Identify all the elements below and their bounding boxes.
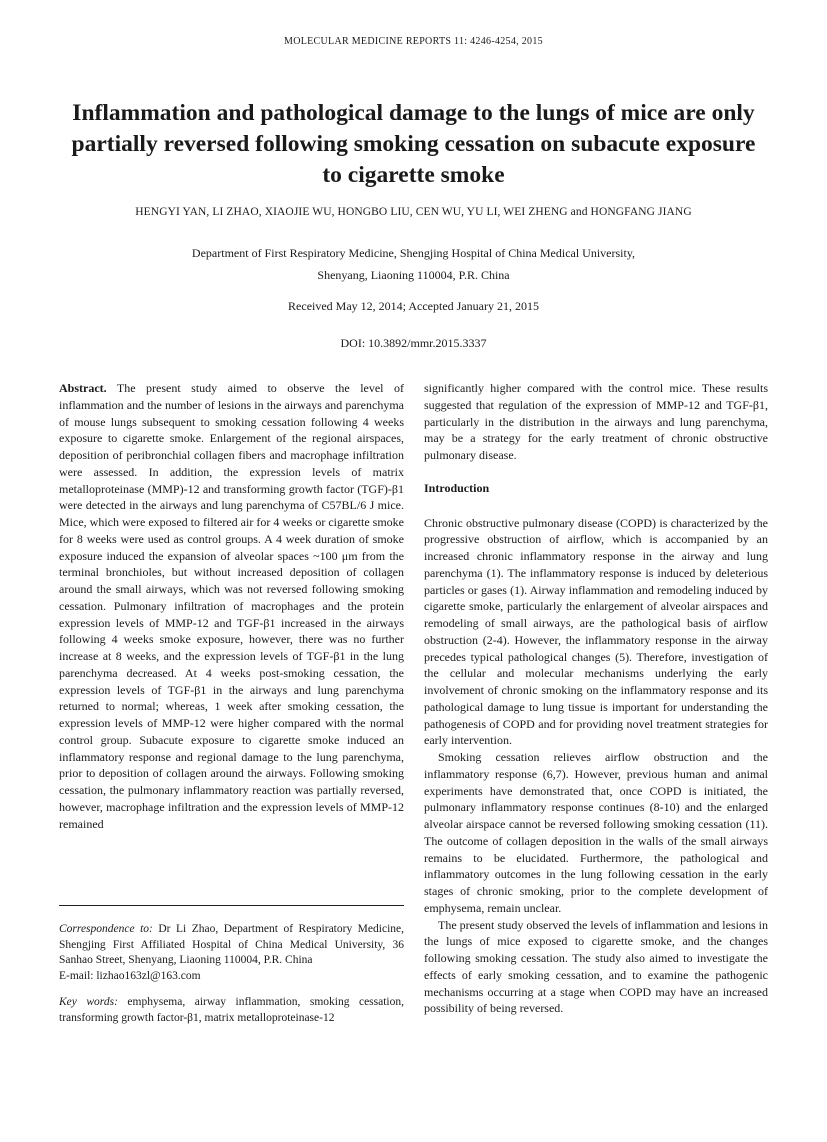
abstract <box>59 380 404 832</box>
affiliation <box>60 242 767 286</box>
received-accepted-dates: Received May 12, 2014; Accepted January 21, 2015 <box>288 299 539 313</box>
keywords <box>59 995 404 1026</box>
abstract-continuation: significantly higher compared with the control mice. These results suggested that regulation of the expression of MMP-12 and TGF-β1, particularly in the distribution in the airways and lung parenchyma, may be a strategy for the early treatment of chronic obstructive pulmonary disease. <box>424 381 768 462</box>
intro-paragraph: Chronic obstructive pulmonary disease (COPD) is characterized by the progressive obstruction of airflow, which is accompanied by an increased chronic inflammatory response in the airway and lung parenchyma (1). The inflammatory response is induced by deleterious particles or gases (1). Airway inflammation and remodeling induced by cigarette smoke, particularly the enlargement of alveolar airspaces and remodeling of small airways, are the pathological basis of airflow obstruction (2-4). However, the inflammatory response in the airway precedes typical pathological changes (5). Therefore, investigation of the cellular and molecular mechanisms underlying the early involvement of chronic smoking on the inflammatory response and its pathological damage to lung tissue is important for understanding the pathogenesis of COPD and for providing novel treatment strategies for early intervention. <box>424 515 768 748</box>
affiliation-line: Shenyang, Liaoning 110004, P.R. China <box>317 268 510 282</box>
keywords-text: emphysema, airway inflammation, smoking cessation, transforming growth factor-β1, matrix metalloproteinase-12 <box>59 996 405 1024</box>
correspondence-text: Dr Li Zhao, Department of Respiratory Medicine, Shengjing First Affiliated Hospital of China Medical University, 36 Sanhao Street, Shenyang, Liaoning 110004, P.R. China <box>59 923 404 966</box>
article-title: Inflammation and pathological damage to the lungs of mice are only partially reversed following smoking cessation on subacute exposure to cigarette smoke <box>71 100 756 188</box>
footnote-divider <box>59 905 404 906</box>
abstract-text: The present study aimed to observe the level of inflammation and the number of lesions in the airways and parenchyma of mouse lungs subsequent to smoking cessation following 4 weeks exposure to cigarette smoke. Enlargement of the regional airspaces, deposition of peribronchial collagen fibers and macrophage infiltration were assessed. In addition, the expression levels of matrix metalloproteinase (MMP)-12 and transforming growth factor (TGF)-β1 were detected in the airways and lung parenchyma of C57BL/6 J mice. Mice, which were exposed to filtered air for 4 weeks or cigarette smoke for 8 weeks were used as control groups. A 4 week duration of smoke exposure induced the expansion of alveolar spaces ~100 μm from the terminal bronchioles, but without increased deposition of collagen around the small airways, which was not reversed following smoking cessation. Pulmonary infiltration of macrophages and the protein expression levels of MMP-12 and TGF-β1 increased in the airways following 4 weeks smoke exposure, however, there was no further increase at 8 weeks, and the expression levels of TGF-β1 in the lung parenchyma decreased. At 4 weeks post-smoking cessation, the expression levels of TGF-β1 in the airways and lung parenchyma returned to normal; whereas, 1 week after smoking cessation, the expression levels of MMP-12 were higher compared with the normal control group. Subacute exposure to cigarette smoke induced an inflammatory response and regional damage to the lung parenchyma, prior to deposition of collagen around the airways. Following smoking cessation, the pulmonary inflammatory reaction was partially reversed, however, macrophage infiltration and the expression levels of MMP-12 remained <box>59 381 404 831</box>
intro-paragraph: Smoking cessation relieves airflow obstruction and the inflammatory response (6,7). However, previous human and animal experiments have demonstrated that, once COPD is initiated, the pulmonary inflammatory response continues (8-10) and the enlarged alveolar airspace cannot be reversed following smoking cessation (11). The outcome of collagen deposition in the walls of the small airways remains to be elucidated. Furthermore, the pathological and inflammatory outcomes in the lung following cessation in the early stages of chronic smoking, prior to the complete development of emphysema, remain unclear. <box>424 750 768 915</box>
right-column <box>424 380 768 1017</box>
doi: DOI: 10.3892/mmr.2015.3337 <box>340 336 487 350</box>
abstract-label: Abstract. <box>59 381 107 395</box>
author-list: HENGYI YAN, LI ZHAO, XIAOJIE WU, HONGBO LIU, CEN WU, YU LI, WEI ZHENG and HONGFANG JIANG <box>135 206 692 218</box>
correspondence-block <box>59 922 404 1026</box>
correspondence-email: E-mail: lizhao163zl@163.com <box>59 969 201 982</box>
correspondence-label: Correspondence to: <box>59 923 153 935</box>
keywords-label: Key words: <box>59 996 118 1008</box>
correspondence <box>59 922 404 969</box>
intro-paragraph: The present study observed the levels of inflammation and lesions in the lungs of mice exposed to cigarette smoke, and the changes following smoking cessation. The study also aimed to investigate the effects of early smoking cessation, and to examine the pathogenic mechanisms occurring at a stage when COPD may have an increased possibility of being reversed. <box>424 917 768 1016</box>
left-column <box>59 380 404 832</box>
affiliation-line: Department of First Respiratory Medicine, Shengjing Hospital of China Medical University, <box>191 246 636 260</box>
section-heading-introduction: Introduction <box>424 480 490 495</box>
running-head: MOLECULAR MEDICINE REPORTS 11: 4246-4254, 2015 <box>284 36 543 47</box>
